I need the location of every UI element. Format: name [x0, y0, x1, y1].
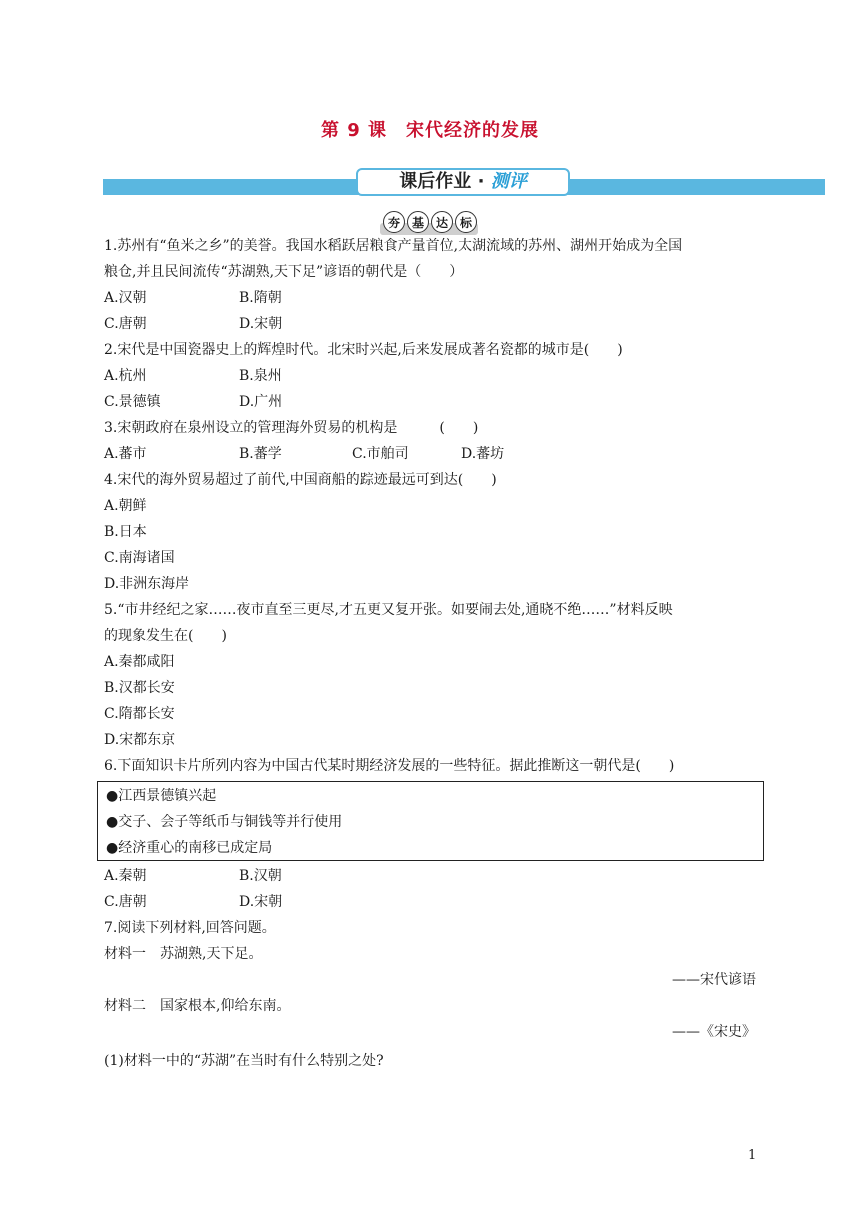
q2-option-a: A.杭州 — [104, 368, 147, 384]
q1-option-b: B.隋朝 — [239, 290, 282, 306]
subsection-char: 标 — [455, 211, 477, 233]
section-banner — [356, 168, 570, 196]
knowledge-card — [97, 781, 764, 861]
question-4-stem: 4.宋代的海外贸易超过了前代,中国商船的踪迹最远可到达( ) — [104, 472, 497, 488]
q5-option-d: D.宋都东京 — [104, 732, 176, 748]
question-7-sub-1: (1)材料一中的“苏湖”在当时有什么特别之处? — [104, 1053, 384, 1069]
page-title: 第 9 课 宋代经济的发展 — [320, 120, 540, 141]
question-5-stem: 5.“市井经纪之家……夜市直至三更尽,才五更又复开张。如要闹去处,通晓不绝……”材料反映 — [104, 602, 673, 618]
material-1-source: ——宋代谚语 — [672, 972, 756, 988]
question-5-stem-cont: 的现象发生在( ) — [104, 628, 227, 644]
material-2: 材料二 国家根本,仰给东南。 — [104, 998, 291, 1014]
banner-accent: 测评 — [490, 171, 527, 192]
question-2-stem: 2.宋代是中国瓷器史上的辉煌时代。北宋时兴起,后来发展成著名瓷都的城市是( ) — [104, 342, 623, 358]
q4-option-a: A.朝鲜 — [104, 498, 147, 514]
question-6-stem: 6.下面知识卡片所列内容为中国古代某时期经济发展的一些特征。据此推断这一朝代是( ) — [104, 758, 675, 774]
card-item: ●江西景德镇兴起 — [106, 788, 217, 804]
q1-option-a: A.汉朝 — [104, 290, 147, 306]
q6-option-a: A.秦朝 — [104, 868, 147, 884]
q6-option-d: D.宋朝 — [239, 894, 283, 910]
q2-option-d: D.广州 — [239, 394, 283, 410]
subsection-badge — [383, 211, 477, 233]
card-item: ●经济重心的南移已成定局 — [106, 840, 273, 856]
question-1-stem-cont: 粮仓,并且民间流传“苏湖熟,天下足”谚语的朝代是（ ） — [104, 264, 464, 280]
q1-option-c: C.唐朝 — [104, 316, 147, 332]
q3-option-a: A.蕃市 — [104, 446, 147, 462]
material-2-source: ——《宋史》 — [672, 1024, 756, 1040]
q4-option-c: C.南海诸国 — [104, 550, 175, 566]
banner-dot: · — [477, 171, 485, 192]
q3-option-d: D.蕃坊 — [461, 446, 505, 462]
q1-option-d: D.宋朝 — [239, 316, 283, 332]
q5-option-a: A.秦都咸阳 — [104, 654, 175, 670]
q4-option-d: D.非洲东海岸 — [104, 576, 190, 592]
question-7-stem: 7.阅读下列材料,回答问题。 — [104, 920, 276, 936]
material-1: 材料一 苏湖熟,天下足。 — [104, 946, 263, 962]
subsection-char: 夯 — [383, 211, 405, 233]
q2-option-b: B.泉州 — [239, 368, 282, 384]
subsection-char: 达 — [431, 211, 453, 233]
question-3-stem: 3.宋朝政府在泉州设立的管理海外贸易的机构是 ( ) — [104, 420, 479, 436]
q2-option-c: C.景德镇 — [104, 394, 161, 410]
subsection-char: 基 — [407, 211, 429, 233]
banner-main: 课后作业 — [399, 171, 472, 192]
page-number: 1 — [748, 1148, 757, 1163]
q5-option-c: C.隋都长安 — [104, 706, 175, 722]
q3-option-c: C.市舶司 — [352, 446, 409, 462]
card-item: ●交子、会子等纸币与铜钱等并行使用 — [106, 814, 343, 830]
q4-option-b: B.日本 — [104, 524, 147, 540]
q6-option-b: B.汉朝 — [239, 868, 282, 884]
question-1-stem: 1.苏州有“鱼米之乡”的美誉。我国水稻跃居粮食产量首位,太湖流域的苏州、湖州开始成为全国 — [104, 238, 683, 254]
q3-option-b: B.蕃学 — [239, 446, 282, 462]
q6-option-c: C.唐朝 — [104, 894, 147, 910]
q5-option-b: B.汉都长安 — [104, 680, 175, 696]
